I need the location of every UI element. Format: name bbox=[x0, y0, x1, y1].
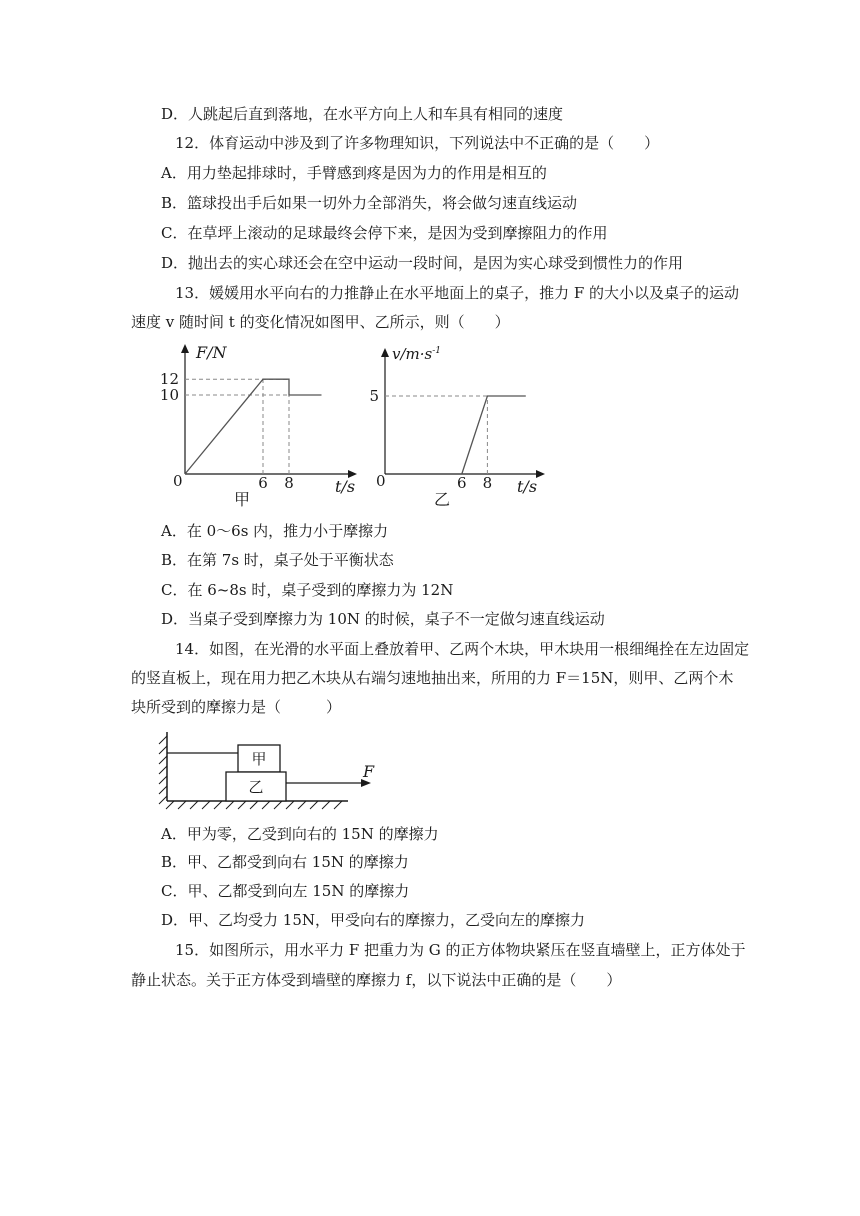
q14-option-a: A．甲为零，乙受到向右的 15N 的摩擦力 bbox=[161, 825, 439, 843]
chart-caption: 甲 bbox=[234, 490, 251, 509]
wall-hatch bbox=[159, 736, 167, 804]
q12-option-c: C．在草坪上滚动的足球最终会停下来，是因为受到摩擦阻力的作用 bbox=[161, 224, 608, 242]
q13-option-d: D．当桌子受到摩擦力为 10N 的时候，桌子不一定做匀速直线运动 bbox=[161, 610, 605, 628]
q15-stem-line1: 15．如图所示，用水平力 F 把重力为 G 的正方体物块紧压在竖直墙壁上，正方体处于 bbox=[175, 941, 746, 959]
series-line bbox=[462, 396, 526, 474]
x-axis-arrow bbox=[536, 470, 545, 478]
origin-label: 0 bbox=[376, 472, 386, 490]
q13-stem-line2: 速度 v 随时间 t 的变化情况如图甲、乙所示，则（ ） bbox=[131, 313, 510, 331]
q12-option-b: B．篮球投出手后如果一切外力全部消失，将会做匀速直线运动 bbox=[161, 194, 578, 212]
q14-stem-line1: 14．如图，在光滑的水平面上叠放着甲、乙两个木块，甲木块用一根细绳拴在左边固定 bbox=[175, 640, 750, 658]
y-axis-arrow bbox=[381, 348, 389, 357]
q14-figure bbox=[150, 728, 390, 816]
q14-option-d: D．甲、乙均受力 15N，甲受向右的摩擦力，乙受向左的摩擦力 bbox=[161, 911, 586, 929]
chart-velocity-time bbox=[365, 335, 565, 515]
x-axis-label: t/s bbox=[335, 477, 356, 496]
q13-option-b: B．在第 7s 时，桌子处于平衡状态 bbox=[161, 551, 394, 569]
q13-option-a: A．在 0～6s 内，推力小于摩擦力 bbox=[161, 522, 389, 540]
y-axis-label: F/N bbox=[196, 343, 227, 362]
q12-stem: 12．体育运动中涉及到了许多物理知识，下列说法中不正确的是（ ） bbox=[175, 134, 660, 152]
chart-yi-axes bbox=[381, 348, 545, 478]
series-line bbox=[185, 379, 322, 474]
block-jia-label: 甲 bbox=[251, 750, 267, 768]
force-label: F bbox=[363, 762, 375, 781]
x-tick-8: 8 bbox=[284, 474, 294, 492]
ground-hatch bbox=[166, 801, 342, 809]
y-tick-5: 5 bbox=[369, 387, 379, 405]
block-yi-label: 乙 bbox=[248, 778, 264, 796]
q14-stem-line3: 块所受到的摩擦力是（ ） bbox=[131, 698, 342, 716]
q12-option-d: D．抛出去的实心球还会在空中运动一段时间，是因为实心球受到惯性力的作用 bbox=[161, 254, 684, 272]
q14-option-b: B．甲、乙都受到向右 15N 的摩擦力 bbox=[161, 853, 409, 871]
q12-option-a: A．用力垫起排球时，手臂感到疼是因为力的作用是相互的 bbox=[161, 164, 547, 182]
chart-force-time bbox=[159, 335, 365, 515]
y-tick-10: 10 bbox=[159, 386, 179, 404]
x-tick-8: 8 bbox=[482, 474, 493, 492]
y-axis-arrow bbox=[181, 344, 189, 353]
q15-stem-line2: 静止状态。关于正方体受到墙壁的摩擦力 f，以下说法中正确的是（ ） bbox=[131, 971, 622, 989]
y-axis-label: $v/m\cdot s^{-1}$ bbox=[392, 345, 441, 363]
q14-stem-line2: 的竖直板上，现在用力把乙木块从右端匀速地抽出来，所用的力 F＝15N，则甲、乙两个木 bbox=[131, 669, 734, 687]
guide-lines bbox=[385, 396, 487, 474]
chart-jia-axes bbox=[181, 344, 357, 478]
guide-lines bbox=[185, 379, 289, 474]
q14-option-c: C．甲、乙都受到向左 15N 的摩擦力 bbox=[161, 882, 410, 900]
q13-option-c: C．在 6~8s 时，桌子受到的摩擦力为 12N bbox=[161, 581, 454, 599]
chart-caption: 乙 bbox=[434, 490, 451, 509]
x-tick-6: 6 bbox=[457, 474, 467, 492]
x-tick-6: 6 bbox=[258, 474, 268, 492]
x-axis-label: t/s bbox=[517, 477, 538, 496]
y-tick-12: 12 bbox=[159, 370, 179, 389]
q13-stem-line1: 13．媛媛用水平向右的力推静止在水平地面上的桌子，推力 F 的大小以及桌子的运动 bbox=[175, 284, 740, 302]
q11-option-d: D．人跳起后直到落地，在水平方向上人和车具有相同的速度 bbox=[161, 105, 564, 123]
origin-label: 0 bbox=[173, 472, 183, 490]
